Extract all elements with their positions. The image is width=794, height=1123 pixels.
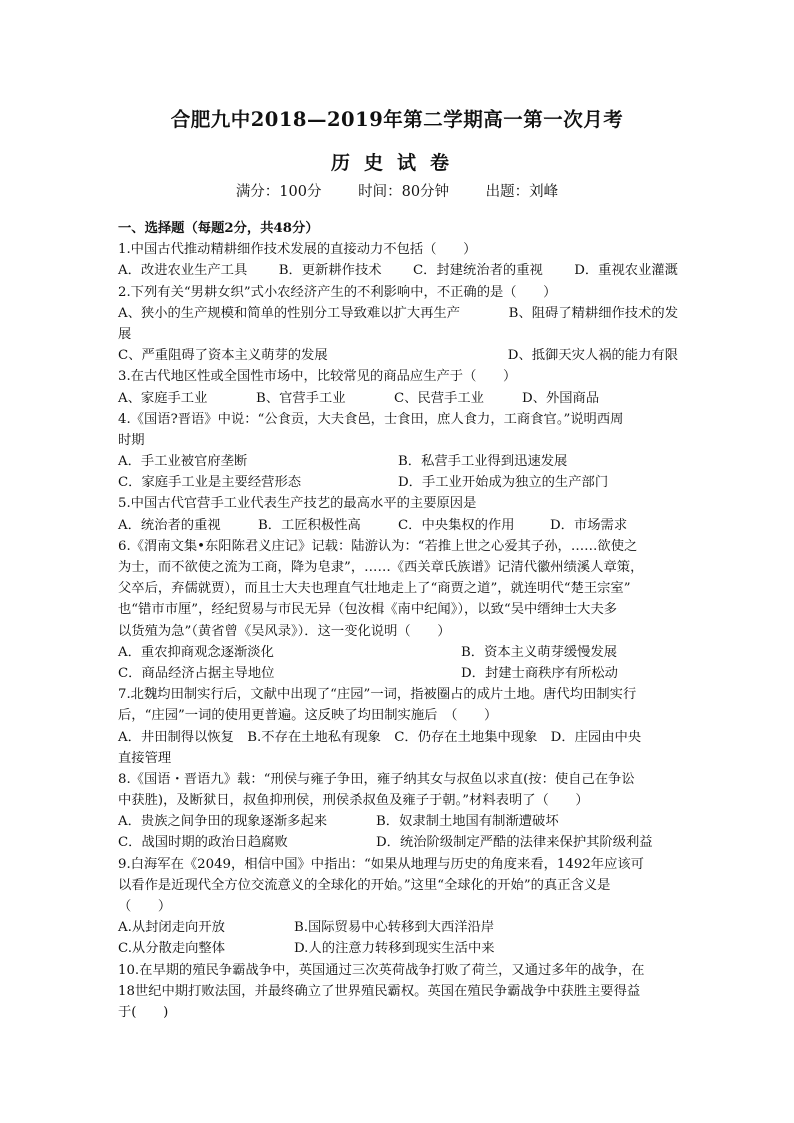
question-6-line-1: 6.《渭南文集•东阳陈君义庄记》记载：陆游认为：“若推上世之心爱其子孙，……欲使之 [118, 538, 638, 554]
option-b: B．私营手工业得到迅速发展 [398, 454, 568, 470]
question-7-options: A．井田制得以恢复 B.不存在土地私有现象 C．仍存在土地集中现象 D．庄园由中央 [118, 729, 642, 745]
option-c: C．商品经济占据主导地位 [118, 665, 275, 681]
question-2-options-ab [118, 303, 678, 324]
question-8-options-cd [118, 832, 678, 853]
question-5-stem: 5.中国古代官营手工业代表生产技艺的最高水平的主要原因是 [118, 496, 477, 512]
question-3-options [118, 388, 678, 409]
question-7-line-2: 后，“庄园”一词的使用更普遍。这反映了均田制实施后 （ ） [118, 708, 498, 724]
question-1-stem: 1.中国古代推动精耕细作技术发展的直接动力不包括（ ） [118, 242, 477, 258]
question-2-stem: 2.下列有关“男耕女织”式小农经济产生的不利影响中，不正确的是（ ） [118, 284, 557, 300]
option-d: D．市场需求 [550, 517, 628, 533]
option-a: A、狭小的生产规模和简单的性别分工导致难以扩大再生产 [118, 305, 461, 321]
question-4-options-ab [118, 451, 678, 472]
option-a: A.从封闭走向开放 [118, 920, 225, 936]
option-c: C．中央集权的作用 [398, 517, 515, 533]
section-heading: 一、选择题（每题2分，共48分） [118, 221, 319, 236]
question-7-line-1: 7.北魏均田制实行后，文献中出现了“庄园”一词，指被圈占的成片土地。唐代均田制实行 [118, 687, 637, 703]
option-b: B、官营手工业 [256, 390, 346, 406]
option-b: B.国际贸易中心转移到大西洋沿岸 [294, 920, 495, 936]
question-5-options [118, 515, 678, 536]
question-4-stem: 4.《国语?晋语》中说：“公食贡，大夫食邑，士食田，庶人食力，工商食官。”说明西周 [118, 411, 624, 427]
option-c: C．家庭手工业是主要经营形态 [118, 475, 302, 491]
option-c: C．战国时期的政治日趋腐败 [118, 835, 288, 851]
question-9-options-cd [118, 938, 678, 959]
question-6-options-ab [118, 642, 678, 663]
question-10-line-1: 10.在早期的殖民争霸战争中，英国通过三次英荷战争打败了荷兰，又通过多年的战争，在 [118, 962, 645, 978]
question-10-line-3: 于( ) [118, 1004, 169, 1020]
question-4-stem-continued: 时期 [118, 432, 145, 448]
option-d: D．重视农业灌溉 [574, 263, 678, 279]
option-b: B．工匠积极性高 [258, 517, 361, 533]
question-6-line-5: 以货殖为急”（黄省曾《吴风录》）．这一变化说明（ ） [118, 623, 451, 639]
question-6-line-4: 也“错市市厘”，经纪贸易与市民无异（包汝楫《南中纪闻》），以致“吴中缙绅士大夫多 [118, 602, 618, 618]
option-d: D.人的注意力转移到现实生活中来 [294, 941, 495, 957]
question-8-line-2: 中获胜)，及断狱日，叔鱼抑刑侯，刑侯杀叔鱼及雍子于朝。”材料表明了（ ） [118, 793, 589, 809]
option-b: B．更新耕作技术 [278, 263, 382, 279]
option-b: B．资本主义萌芽缓慢发展 [461, 644, 618, 660]
option-b-continued: 展 [118, 326, 132, 342]
option-d: D．手工业开始成为独立的生产部门 [398, 475, 609, 491]
question-7-options-continued: 直接管理 [118, 750, 172, 766]
question-list [118, 218, 678, 1023]
question-9-line-3: （ ） [118, 899, 172, 914]
option-c: C、民营手工业 [394, 390, 484, 406]
exam-author: 出题：刘峰 [485, 184, 559, 200]
question-6-options-cd [118, 663, 678, 684]
question-2-options-cd [118, 345, 678, 366]
question-6-line-2: 为士，而不欲使之流为工商，降为皂隶”，……《西关章氏族谱》记清代徽州绩溪人章策， [118, 560, 644, 575]
option-d: D、外国商品 [522, 390, 600, 406]
question-3-stem: 3.在古代地区性或全国性市场中，比较常见的商品应生产于（ ） [118, 369, 517, 385]
full-score: 满分：100分 [235, 184, 322, 200]
option-c: C.从分散走向整体 [118, 941, 226, 957]
option-a: A．改进农业生产工具 [118, 263, 248, 279]
option-a: A、家庭手工业 [118, 390, 208, 406]
option-a: A．重农抑商观念逐渐淡化 [118, 644, 274, 660]
question-8-options-ab [118, 811, 678, 832]
exam-title: 合肥九中2018—2019年第二学期高一第一次月考 [170, 108, 624, 131]
question-9-options-ab [118, 917, 678, 938]
option-a: A．统治者的重视 [118, 517, 221, 533]
question-8-line-1: 8.《国语・晋语九》载：“刑侯与雍子争田，雍子纳其女与叔鱼以求直(按：使自己在争讼 [118, 771, 635, 787]
option-a: A．贵族之间争田的现象逐渐多起来 [118, 814, 328, 830]
exam-subtitle: 历史试卷 [330, 152, 463, 174]
option-d: D．封建士商秩序有所松动 [461, 665, 618, 681]
question-9-line-1: 9.白海军在《2049，相信中国》中指出：“如果从地理与历史的角度来看，1492年应该可 [118, 856, 644, 872]
option-d: D．统治阶级制定严酷的法律来保护其阶级利益 [376, 835, 653, 851]
option-c: C、严重阻碍了资本主义萌芽的发展 [118, 348, 328, 364]
option-c: C．封建统治者的重视 [412, 263, 543, 279]
question-6-line-3: 父卒后，弃儒就贾），而且士大夫也理直气壮地走上了“商贾之道”，就连明代“楚王宗室” [118, 581, 631, 597]
question-10-line-2: 18世纪中期打败法国，并最终确立了世界殖民霸权。英国在殖民争霸战争中获胜主要得益 [118, 983, 641, 999]
option-b: B．奴隶制土地国有制渐遭破坏 [376, 814, 559, 830]
question-1-options [118, 260, 678, 281]
exam-meta [0, 180, 794, 201]
option-b: B、阻碍了精耕细作技术的发 [508, 305, 678, 321]
question-4-options-cd [118, 472, 678, 493]
question-9-line-2: 以看作是近现代全方位交流意义的全球化的开始。”这里“全球化的开始”的真正含义是 [118, 877, 611, 893]
exam-time: 时间：80分钟 [358, 184, 450, 200]
option-a: A．手工业被官府垄断 [118, 454, 248, 470]
option-d: D、抵御天灾人祸的能力有限 [507, 348, 678, 364]
